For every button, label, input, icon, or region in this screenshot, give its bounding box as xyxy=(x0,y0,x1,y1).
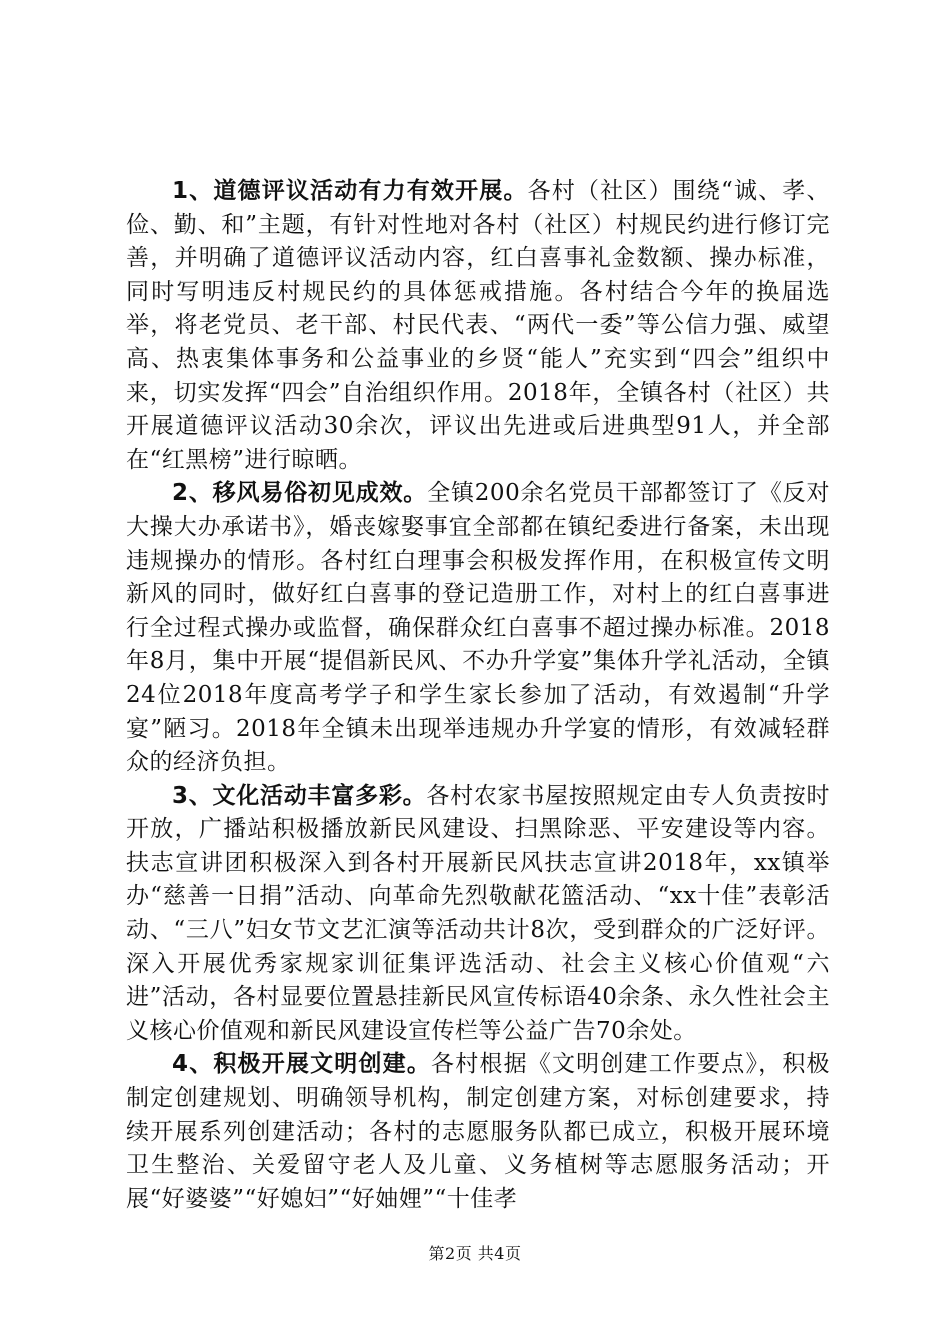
document-body xyxy=(126,175,830,1216)
paragraph-text: 全镇200余名党员干部都签订了《反对大操大办承诺书》，婚丧嫁娶事宜全部都在镇纪委进行备案，未出现违规操办的情形。各村红白理事会积极发挥作用，在积极宣传文明新风的同时，做好红白喜事的登记造册工作，对村上的红白喜事进行全过程式操办或监督，确保群众红白喜事不超过操办标准。2018年8月，集中开展“提倡新民风、不办升学宴”集体升学礼活动，全镇24位2018年度高考学子和学生家长参加了活动，有效遏制“升学宴”陋习。2018年全镇未出现举违规办升学宴的情形，有效减轻群众的经济负担。 xyxy=(126,480,830,776)
page-number-label: 第2页 共4页 xyxy=(428,1244,522,1263)
paragraph-4 xyxy=(126,1048,830,1216)
paragraph-heading: 3、文化活动丰富多彩。 xyxy=(172,782,427,809)
paragraph-heading: 4、积极开展文明创建。 xyxy=(172,1051,432,1078)
paragraph-2 xyxy=(126,477,830,779)
paragraph-3 xyxy=(126,780,830,1049)
paragraph-heading: 1、道德评议活动有力有效开展。 xyxy=(172,178,528,204)
page-footer xyxy=(0,1241,950,1264)
paragraph-text: 各村农家书屋按照规定由专人负责按时开放，广播站积极播放新民风建设、扫黑除恶、平安建设等内容。扶志宣讲团积极深入到各村开展新民风扶志宣讲2018年，xx镇举办“慈善一日捐”活动、向革命先烈敬献花篮活动、“xx十佳”表彰活动、“三八”妇女节文艺汇演等活动共计8次，受到群众的广泛好评。深入开展优秀家规家训征集评选活动、社会主义核心价值观“六进”活动，各村显要位置悬挂新民风宣传标语40余条、永久性社会主义核心价值观和新民风建设宣传栏等公益广告70余处。 xyxy=(126,782,830,1044)
paragraph-1 xyxy=(126,175,830,477)
paragraph-text: 各村根据《文明创建工作要点》，积极制定创建规划、明确领导机构，制定创建方案，对标创建要求，持续开展系列创建活动；各村的志愿服务队都已成立，积极开展环境卫生整治、关爱留守老人及儿童、义务植树等志愿服务活动；开展“好婆婆”“好媳妇”“好妯娌”“十佳孝 xyxy=(126,1051,831,1212)
paragraph-heading: 2、移风易俗初见成效。 xyxy=(172,480,428,507)
paragraph-text: 各村（社区）围绕“诚、孝、俭、勤、和”主题，有针对性地对各村（社区）村规民约进行修订完善，并明确了道德评议活动内容，红白喜事礼金数额、操办标准，同时写明违反村规民约的具体惩戒措施。各村结合今年的换届选举，将老党员、老干部、村民代表、“两代一委”等公信力强、威望高、热衷集体事务和公益事业的乡贤“能人”充实到“四会”组织中来，切实发挥“四会”自治组织作用。2018年，全镇各村（社区）共开展道德评议活动30余次，评议出先进或后进典型91人，并全部在“红黑榜”进行晾晒。 xyxy=(126,178,830,473)
